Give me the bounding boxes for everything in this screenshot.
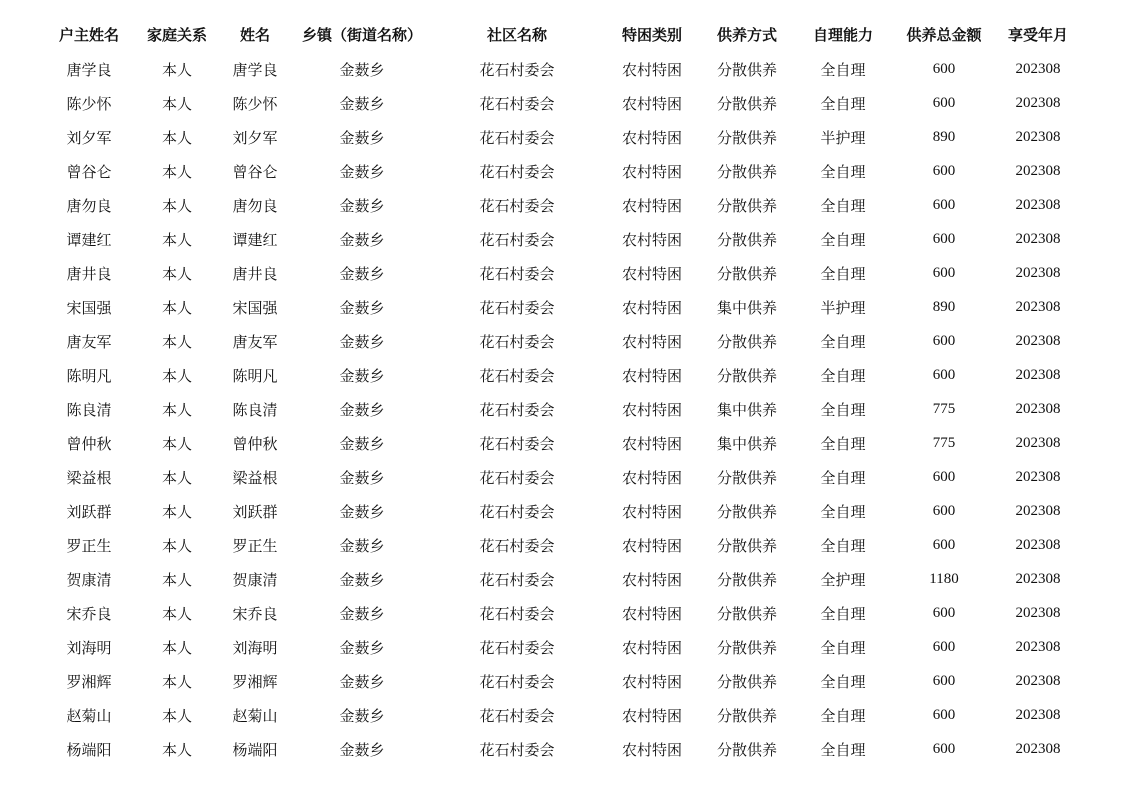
relationship-cell: 本人 — [161, 604, 192, 623]
name-cell: 曾谷仑 — [232, 162, 278, 181]
table-row — [44, 494, 1084, 528]
year-month-cell: 202308 — [1015, 502, 1061, 519]
township-cell: 金薮乡 — [339, 298, 385, 317]
relationship-cell: 本人 — [161, 196, 192, 215]
community-cell: 花石村委会 — [479, 502, 555, 521]
table-body — [44, 52, 1084, 766]
category-cell: 农村特困 — [621, 94, 682, 113]
table-row — [44, 52, 1084, 86]
year-month-cell: 202308 — [1015, 264, 1061, 281]
amount-cell: 775 — [932, 400, 956, 417]
amount-cell: 600 — [932, 196, 956, 213]
community-cell: 花石村委会 — [479, 128, 555, 147]
support-mode-cell: 分散供养 — [716, 128, 777, 147]
amount-cell: 600 — [932, 230, 956, 247]
name-cell: 刘夕军 — [232, 128, 278, 147]
name-cell: 陈少怀 — [232, 94, 278, 113]
householder-name-cell: 曾仲秋 — [66, 434, 112, 453]
name-cell: 梁益根 — [232, 468, 278, 487]
self-care-cell: 全自理 — [820, 468, 866, 487]
community-cell: 花石村委会 — [479, 366, 555, 385]
category-cell: 农村特困 — [621, 332, 682, 351]
amount-cell: 600 — [932, 672, 956, 689]
amount-cell: 600 — [932, 638, 956, 655]
support-mode-cell: 分散供养 — [716, 196, 777, 215]
header-category: 特困类别 — [621, 25, 682, 44]
name-cell: 陈良清 — [232, 400, 278, 419]
householder-name-cell: 唐井良 — [66, 264, 112, 283]
header-self-care: 自理能力 — [812, 25, 873, 44]
year-month-cell: 202308 — [1015, 400, 1061, 417]
header-total-amount: 供养总金额 — [906, 25, 982, 44]
header-community: 社区名称 — [486, 25, 547, 44]
community-cell: 花石村委会 — [479, 468, 555, 487]
community-cell: 花石村委会 — [479, 536, 555, 555]
township-cell: 金薮乡 — [339, 502, 385, 521]
self-care-cell: 全自理 — [820, 434, 866, 453]
amount-cell: 600 — [932, 502, 956, 519]
name-cell: 谭建红 — [232, 230, 278, 249]
relationship-cell: 本人 — [161, 128, 192, 147]
community-cell: 花石村委会 — [479, 638, 555, 657]
table-row — [44, 290, 1084, 324]
township-cell: 金薮乡 — [339, 434, 385, 453]
table-row — [44, 460, 1084, 494]
category-cell: 农村特困 — [621, 740, 682, 759]
township-cell: 金薮乡 — [339, 162, 385, 181]
community-cell: 花石村委会 — [479, 162, 555, 181]
township-cell: 金薮乡 — [339, 468, 385, 487]
self-care-cell: 全自理 — [820, 536, 866, 555]
township-cell: 金薮乡 — [339, 740, 385, 759]
township-cell: 金薮乡 — [339, 706, 385, 725]
self-care-cell: 全自理 — [820, 162, 866, 181]
township-cell: 金薮乡 — [339, 604, 385, 623]
name-cell: 唐学良 — [232, 60, 278, 79]
amount-cell: 600 — [932, 740, 956, 757]
relationship-cell: 本人 — [161, 332, 192, 351]
support-mode-cell: 分散供养 — [716, 60, 777, 79]
township-cell: 金薮乡 — [339, 672, 385, 691]
township-cell: 金薮乡 — [339, 60, 385, 79]
amount-cell: 600 — [932, 162, 956, 179]
category-cell: 农村特困 — [621, 400, 682, 419]
self-care-cell: 全自理 — [820, 400, 866, 419]
householder-name-cell: 谭建红 — [66, 230, 112, 249]
community-cell: 花石村委会 — [479, 604, 555, 623]
category-cell: 农村特困 — [621, 366, 682, 385]
support-mode-cell: 集中供养 — [716, 434, 777, 453]
name-cell: 刘跃群 — [232, 502, 278, 521]
support-roster-table — [44, 16, 1084, 766]
name-cell: 贺康清 — [232, 570, 278, 589]
year-month-cell: 202308 — [1015, 230, 1061, 247]
amount-cell: 775 — [932, 434, 956, 451]
support-mode-cell: 分散供养 — [716, 502, 777, 521]
table-row — [44, 86, 1084, 120]
category-cell: 农村特困 — [621, 434, 682, 453]
community-cell: 花石村委会 — [479, 400, 555, 419]
amount-cell: 600 — [932, 264, 956, 281]
support-mode-cell: 集中供养 — [716, 298, 777, 317]
relationship-cell: 本人 — [161, 366, 192, 385]
householder-name-cell: 唐勿良 — [66, 196, 112, 215]
table-row — [44, 562, 1084, 596]
township-cell: 金薮乡 — [339, 638, 385, 657]
community-cell: 花石村委会 — [479, 264, 555, 283]
category-cell: 农村特困 — [621, 128, 682, 147]
householder-name-cell: 杨端阳 — [66, 740, 112, 759]
year-month-cell: 202308 — [1015, 332, 1061, 349]
header-relationship: 家庭关系 — [146, 25, 207, 44]
relationship-cell: 本人 — [161, 740, 192, 759]
relationship-cell: 本人 — [161, 162, 192, 181]
table-row — [44, 324, 1084, 358]
householder-name-cell: 宋乔良 — [66, 604, 112, 623]
category-cell: 农村特困 — [621, 298, 682, 317]
category-cell: 农村特困 — [621, 536, 682, 555]
self-care-cell: 半护理 — [820, 128, 866, 147]
self-care-cell: 全护理 — [820, 570, 866, 589]
township-cell: 金薮乡 — [339, 400, 385, 419]
document-page — [44, 16, 1084, 766]
support-mode-cell: 分散供养 — [716, 706, 777, 725]
self-care-cell: 半护理 — [820, 298, 866, 317]
table-row — [44, 664, 1084, 698]
self-care-cell: 全自理 — [820, 672, 866, 691]
name-cell: 刘海明 — [232, 638, 278, 657]
amount-cell: 890 — [932, 128, 956, 145]
category-cell: 农村特困 — [621, 60, 682, 79]
year-month-cell: 202308 — [1015, 128, 1061, 145]
township-cell: 金薮乡 — [339, 264, 385, 283]
category-cell: 农村特困 — [621, 672, 682, 691]
name-cell: 罗正生 — [232, 536, 278, 555]
year-month-cell: 202308 — [1015, 740, 1061, 757]
community-cell: 花石村委会 — [479, 332, 555, 351]
householder-name-cell: 刘海明 — [66, 638, 112, 657]
table-row — [44, 256, 1084, 290]
year-month-cell: 202308 — [1015, 94, 1061, 111]
table-header-row — [44, 16, 1084, 52]
relationship-cell: 本人 — [161, 230, 192, 249]
name-cell: 唐友军 — [232, 332, 278, 351]
householder-name-cell: 赵菊山 — [66, 706, 112, 725]
amount-cell: 600 — [932, 706, 956, 723]
header-support-mode: 供养方式 — [716, 25, 777, 44]
name-cell: 唐勿良 — [232, 196, 278, 215]
year-month-cell: 202308 — [1015, 570, 1061, 587]
householder-name-cell: 宋国强 — [66, 298, 112, 317]
community-cell: 花石村委会 — [479, 298, 555, 317]
self-care-cell: 全自理 — [820, 706, 866, 725]
name-cell: 杨端阳 — [232, 740, 278, 759]
relationship-cell: 本人 — [161, 434, 192, 453]
householder-name-cell: 贺康清 — [66, 570, 112, 589]
self-care-cell: 全自理 — [820, 638, 866, 657]
self-care-cell: 全自理 — [820, 366, 866, 385]
support-mode-cell: 分散供养 — [716, 366, 777, 385]
community-cell: 花石村委会 — [479, 570, 555, 589]
self-care-cell: 全自理 — [820, 196, 866, 215]
support-mode-cell: 分散供养 — [716, 740, 777, 759]
amount-cell: 600 — [932, 366, 956, 383]
category-cell: 农村特困 — [621, 604, 682, 623]
township-cell: 金薮乡 — [339, 366, 385, 385]
table-row — [44, 392, 1084, 426]
year-month-cell: 202308 — [1015, 706, 1061, 723]
self-care-cell: 全自理 — [820, 332, 866, 351]
year-month-cell: 202308 — [1015, 434, 1061, 451]
householder-name-cell: 陈明凡 — [66, 366, 112, 385]
relationship-cell: 本人 — [161, 468, 192, 487]
township-cell: 金薮乡 — [339, 570, 385, 589]
support-mode-cell: 集中供养 — [716, 400, 777, 419]
householder-name-cell: 罗正生 — [66, 536, 112, 555]
year-month-cell: 202308 — [1015, 672, 1061, 689]
support-mode-cell: 分散供养 — [716, 570, 777, 589]
support-mode-cell: 分散供养 — [716, 638, 777, 657]
year-month-cell: 202308 — [1015, 162, 1061, 179]
community-cell: 花石村委会 — [479, 230, 555, 249]
township-cell: 金薮乡 — [339, 332, 385, 351]
table-row — [44, 188, 1084, 222]
amount-cell: 890 — [932, 298, 956, 315]
support-mode-cell: 分散供养 — [716, 672, 777, 691]
support-mode-cell: 分散供养 — [716, 230, 777, 249]
self-care-cell: 全自理 — [820, 230, 866, 249]
relationship-cell: 本人 — [161, 400, 192, 419]
township-cell: 金薮乡 — [339, 536, 385, 555]
community-cell: 花石村委会 — [479, 60, 555, 79]
amount-cell: 600 — [932, 468, 956, 485]
support-mode-cell: 分散供养 — [716, 468, 777, 487]
category-cell: 农村特困 — [621, 638, 682, 657]
header-householder-name: 户主姓名 — [58, 25, 119, 44]
community-cell: 花石村委会 — [479, 94, 555, 113]
community-cell: 花石村委会 — [479, 434, 555, 453]
amount-cell: 600 — [932, 536, 956, 553]
community-cell: 花石村委会 — [479, 672, 555, 691]
year-month-cell: 202308 — [1015, 196, 1061, 213]
name-cell: 罗湘辉 — [232, 672, 278, 691]
year-month-cell: 202308 — [1015, 298, 1061, 315]
table-row — [44, 698, 1084, 732]
year-month-cell: 202308 — [1015, 468, 1061, 485]
amount-cell: 600 — [932, 94, 956, 111]
support-mode-cell: 分散供养 — [716, 604, 777, 623]
year-month-cell: 202308 — [1015, 366, 1061, 383]
year-month-cell: 202308 — [1015, 60, 1061, 77]
self-care-cell: 全自理 — [820, 60, 866, 79]
year-month-cell: 202308 — [1015, 604, 1061, 621]
table-row — [44, 358, 1084, 392]
relationship-cell: 本人 — [161, 94, 192, 113]
householder-name-cell: 梁益根 — [66, 468, 112, 487]
township-cell: 金薮乡 — [339, 196, 385, 215]
name-cell: 唐井良 — [232, 264, 278, 283]
township-cell: 金薮乡 — [339, 94, 385, 113]
table-row — [44, 596, 1084, 630]
category-cell: 农村特困 — [621, 468, 682, 487]
table-row — [44, 154, 1084, 188]
relationship-cell: 本人 — [161, 536, 192, 555]
householder-name-cell: 曾谷仑 — [66, 162, 112, 181]
relationship-cell: 本人 — [161, 502, 192, 521]
relationship-cell: 本人 — [161, 264, 192, 283]
self-care-cell: 全自理 — [820, 502, 866, 521]
table-row — [44, 630, 1084, 664]
community-cell: 花石村委会 — [479, 196, 555, 215]
householder-name-cell: 陈良清 — [66, 400, 112, 419]
township-cell: 金薮乡 — [339, 230, 385, 249]
support-mode-cell: 分散供养 — [716, 94, 777, 113]
householder-name-cell: 唐友军 — [66, 332, 112, 351]
name-cell: 赵菊山 — [232, 706, 278, 725]
category-cell: 农村特困 — [621, 196, 682, 215]
name-cell: 宋乔良 — [232, 604, 278, 623]
self-care-cell: 全自理 — [820, 604, 866, 623]
relationship-cell: 本人 — [161, 638, 192, 657]
category-cell: 农村特困 — [621, 230, 682, 249]
householder-name-cell: 唐学良 — [66, 60, 112, 79]
amount-cell: 1180 — [929, 570, 959, 587]
table-row — [44, 732, 1084, 766]
community-cell: 花石村委会 — [479, 706, 555, 725]
relationship-cell: 本人 — [161, 672, 192, 691]
year-month-cell: 202308 — [1015, 638, 1061, 655]
name-cell: 宋国强 — [232, 298, 278, 317]
self-care-cell: 全自理 — [820, 94, 866, 113]
householder-name-cell: 刘跃群 — [66, 502, 112, 521]
relationship-cell: 本人 — [161, 570, 192, 589]
category-cell: 农村特困 — [621, 706, 682, 725]
category-cell: 农村特困 — [621, 264, 682, 283]
householder-name-cell: 陈少怀 — [66, 94, 112, 113]
relationship-cell: 本人 — [161, 60, 192, 79]
support-mode-cell: 分散供养 — [716, 264, 777, 283]
support-mode-cell: 分散供养 — [716, 536, 777, 555]
amount-cell: 600 — [932, 60, 956, 77]
relationship-cell: 本人 — [161, 298, 192, 317]
householder-name-cell: 刘夕军 — [66, 128, 112, 147]
category-cell: 农村特困 — [621, 570, 682, 589]
name-cell: 曾仲秋 — [232, 434, 278, 453]
community-cell: 花石村委会 — [479, 740, 555, 759]
support-mode-cell: 分散供养 — [716, 332, 777, 351]
year-month-cell: 202308 — [1015, 536, 1061, 553]
amount-cell: 600 — [932, 332, 956, 349]
header-township: 乡镇（街道名称） — [301, 25, 422, 44]
table-row — [44, 222, 1084, 256]
support-mode-cell: 分散供养 — [716, 162, 777, 181]
header-year-month: 享受年月 — [1007, 25, 1068, 44]
relationship-cell: 本人 — [161, 706, 192, 725]
table-row — [44, 120, 1084, 154]
name-cell: 陈明凡 — [232, 366, 278, 385]
self-care-cell: 全自理 — [820, 740, 866, 759]
header-name: 姓名 — [239, 25, 270, 44]
table-row — [44, 426, 1084, 460]
category-cell: 农村特困 — [621, 162, 682, 181]
category-cell: 农村特困 — [621, 502, 682, 521]
township-cell: 金薮乡 — [339, 128, 385, 147]
householder-name-cell: 罗湘辉 — [66, 672, 112, 691]
self-care-cell: 全自理 — [820, 264, 866, 283]
table-row — [44, 528, 1084, 562]
amount-cell: 600 — [932, 604, 956, 621]
